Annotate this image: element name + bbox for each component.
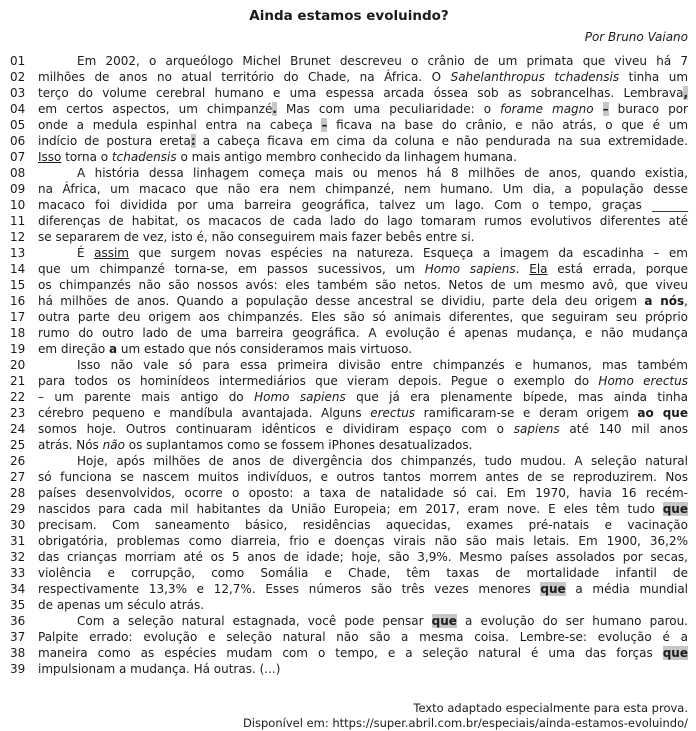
line-number: 16 xyxy=(10,294,26,308)
line-text xyxy=(38,277,688,293)
text-segment: diferenças de habitat, os macacos de cada lado do lago tomaram rumos evolutivos diferentes até xyxy=(38,214,688,228)
line-number: 29 xyxy=(10,502,26,516)
text-segment: sapiens xyxy=(513,422,560,436)
line-text xyxy=(38,293,688,309)
line-number: 07 xyxy=(10,150,26,164)
line-text xyxy=(38,453,688,469)
line-number: 01 xyxy=(10,54,26,68)
text-segment: assim xyxy=(94,246,129,260)
text-line-37 xyxy=(10,629,688,645)
line-text xyxy=(38,645,688,661)
line-text xyxy=(38,181,688,197)
text-line-34 xyxy=(10,581,688,597)
text-line-30 xyxy=(10,517,688,533)
text-segment: outra parte deu origem aos chimpanzés. Eles são só animais diferentes, que seguiram seu próprio xyxy=(38,310,688,324)
text-segment: indício de postura ereta xyxy=(38,134,191,148)
line-number: 17 xyxy=(10,310,26,324)
line-number: 19 xyxy=(10,342,26,356)
line-number: 10 xyxy=(10,198,26,212)
text-segment: cérebro pequeno e mandíbula avantajada. Alguns xyxy=(38,406,371,420)
text-segment: Sahelanthropus tchadensis xyxy=(450,70,620,84)
line-text xyxy=(38,101,688,117)
line-number: 26 xyxy=(10,454,26,468)
line-number: 14 xyxy=(10,262,26,276)
text-line-20 xyxy=(10,357,688,373)
text-segment: se separarem de vez, isto é, não conseguirem mais fazer bebês entre si. xyxy=(38,230,475,244)
line-text xyxy=(38,53,688,69)
line-text xyxy=(38,629,688,645)
text-segment: para todos os hominídeos intermediários que vieram depois. Pegue o exemplo do xyxy=(38,374,599,388)
text-line-16 xyxy=(10,293,688,309)
text-line-05 xyxy=(10,117,688,133)
text-line-19 xyxy=(10,341,688,357)
text-segment: torna o xyxy=(61,150,112,164)
text-segment: ficava na base do crânio, e não atrás, o que é um xyxy=(327,118,689,132)
text-line-29 xyxy=(10,501,688,517)
text-line-07 xyxy=(10,149,688,165)
text-segment: somos hoje. Outros continuaram idênticos e dividiram espaço com o xyxy=(38,422,514,436)
text-segment: Isso xyxy=(38,150,62,164)
text-line-23 xyxy=(10,405,688,421)
text-line-14 xyxy=(10,261,688,277)
text-segment: na África, um macaco que não era nem chimpanzé, nem humano. Um dia, a população desse xyxy=(38,182,688,196)
text-line-35 xyxy=(10,597,688,613)
line-text xyxy=(38,149,688,165)
line-number: 38 xyxy=(10,646,26,660)
text-segment: impulsionam a mudança. Há outras. (...) xyxy=(38,662,281,676)
line-number: 15 xyxy=(10,278,26,292)
line-number: 08 xyxy=(10,166,26,180)
text-segment: que surgem novas espécies na natureza. Esqueça a imagem da escadinha – em xyxy=(128,246,688,260)
text-line-32 xyxy=(10,549,688,565)
line-number: 04 xyxy=(10,102,26,116)
line-text xyxy=(38,213,688,229)
line-text xyxy=(38,405,688,421)
line-number: 05 xyxy=(10,118,26,132)
line-text xyxy=(38,117,688,133)
line-number: 37 xyxy=(10,630,26,644)
text-segment: a xyxy=(109,342,118,356)
footer xyxy=(10,701,688,731)
line-text xyxy=(38,613,688,629)
text-segment: ao que xyxy=(637,406,688,420)
text-segment: em certos aspectos, um chimpanzé xyxy=(38,102,273,116)
text-segment: nascidos para cada mil habitantes da União Europeia; em 2017, eram nove. E eles têm tudo xyxy=(38,502,663,516)
text-segment: – xyxy=(321,118,328,132)
text-segment: a cabeça ficava em cima da coluna e não pendurada na sua extremidade. xyxy=(195,134,688,148)
text-segment: Ela xyxy=(529,262,548,276)
text-segment: que xyxy=(431,614,457,628)
text-segment: – um parente mais antigo do xyxy=(38,390,255,404)
line-text xyxy=(38,325,688,341)
line-number: 22 xyxy=(10,390,26,404)
line-text xyxy=(38,437,688,453)
line-text xyxy=(38,261,688,277)
text-segment: tchadensis xyxy=(111,150,177,164)
line-number: 23 xyxy=(10,406,26,420)
line-text xyxy=(38,597,688,613)
line-number: 33 xyxy=(10,566,26,580)
text-line-31 xyxy=(10,533,688,549)
text-line-03 xyxy=(10,85,688,101)
text-segment: a evolução do ser humano parou. xyxy=(456,614,688,628)
byline: Por Bruno Vaiano xyxy=(584,30,688,44)
text-line-12 xyxy=(10,229,688,245)
text-segment: até 140 mil anos xyxy=(559,422,689,436)
footer-source-url: Disponível em: https://super.abril.com.br/especiais/ainda-estamos-evoluindo/ xyxy=(242,716,688,730)
line-text xyxy=(38,421,688,437)
text-segment: Homo sapiens xyxy=(254,390,346,404)
text-segment: Homo sapiens xyxy=(424,262,516,276)
line-number: 20 xyxy=(10,358,26,372)
line-number: 11 xyxy=(10,214,26,228)
text-segment: erectus xyxy=(370,406,416,420)
text-segment: tinha um xyxy=(619,70,689,84)
text-segment: países desenvolvidos, ocorre o oposto: a taxa de natalidade só cai. Em 1970, havia 16 recém- xyxy=(38,486,688,500)
text-segment: a nós xyxy=(644,294,685,308)
line-text xyxy=(38,245,688,261)
text-segment: onde a medula espinhal entra na cabeça xyxy=(38,118,322,132)
text-segment: precisam. Com saneamento básico, residências aquecidas, exames pré-natais e vacinação xyxy=(38,518,688,532)
line-text xyxy=(38,197,688,213)
text-segment: : xyxy=(190,134,196,148)
line-text xyxy=(38,485,688,501)
line-number: 12 xyxy=(10,230,26,244)
text-segment: – xyxy=(602,102,609,116)
text-segment: Mas com uma peculiaridade: o xyxy=(276,102,501,116)
text-segment: Em 2002, o arqueólogo Michel Brunet descreveu o crânio de um primata que viveu há 7 xyxy=(77,54,688,68)
line-number: 32 xyxy=(10,550,26,564)
text-line-18 xyxy=(10,325,688,341)
text-line-33 xyxy=(10,565,688,581)
text-segment: não xyxy=(102,438,125,452)
text-line-01 xyxy=(10,53,688,69)
line-text xyxy=(38,85,688,101)
line-text xyxy=(38,565,688,581)
text-line-17 xyxy=(10,309,688,325)
text-segment xyxy=(594,102,603,116)
line-number: 25 xyxy=(10,438,26,452)
text-segment: milhões de anos no atual território do Chade, na África. O xyxy=(38,70,451,84)
line-number: 06 xyxy=(10,134,26,148)
line-text xyxy=(38,533,688,549)
line-text xyxy=(38,517,688,533)
page-title: Ainda estamos evoluindo? xyxy=(249,8,449,24)
line-number: 27 xyxy=(10,470,26,484)
line-number: 02 xyxy=(10,70,26,84)
line-text xyxy=(38,133,688,149)
text-segment: que xyxy=(662,502,688,516)
text-segment: violência e corrupção, como Somália e Chade, têm taxas de mortalidade infantil de xyxy=(38,566,688,580)
line-number: 35 xyxy=(10,598,26,612)
text-segment: terço do volume cerebral humano e uma espessa arcada óssea sob as sobrancelhas. Lembrava xyxy=(38,86,684,100)
footer-adaptation-note: Texto adaptado especialmente para esta prova. xyxy=(413,701,688,715)
text-segment: que xyxy=(540,582,566,596)
line-text xyxy=(38,469,688,485)
text-line-38 xyxy=(10,645,688,661)
line-text xyxy=(38,309,688,325)
text-line-11 xyxy=(10,213,688,229)
text-line-15 xyxy=(10,277,688,293)
line-number: 24 xyxy=(10,422,26,436)
line-text xyxy=(38,341,688,357)
text-segment: Hoje, após milhões de anos de divergência dos chimpanzés, tudo mudou. A seleção natural xyxy=(77,454,688,468)
line-number: 36 xyxy=(10,614,26,628)
text-segment: respectivamente 13,3% e 12,7%. Esses números são três vezes menores xyxy=(38,582,541,596)
text-segment: que um chimpanzé torna-se, em passos sucessivos, um xyxy=(38,262,425,276)
text-segment: os suplantamos como se fossem iPhones desatualizados. xyxy=(124,438,473,452)
line-number: 18 xyxy=(10,326,26,340)
line-text xyxy=(38,69,688,85)
text-line-24 xyxy=(10,421,688,437)
text-segment: os chimpanzés não são nossos avós: eles também são netos. Netos de um mesmo avô, que viveu xyxy=(38,278,688,292)
line-text xyxy=(38,357,688,373)
text-segment: o mais antigo membro conhecido da linhagem humana. xyxy=(176,150,517,164)
text-line-27 xyxy=(10,469,688,485)
line-text xyxy=(38,373,688,389)
line-text xyxy=(38,165,688,181)
text-segment: de apenas um século atrás. xyxy=(38,598,205,612)
text-segment: . xyxy=(272,102,277,116)
text-segment: Isso não vale só para essa primeira divisão entre chimpanzés e humanos, mas também xyxy=(77,358,688,372)
text-line-08 xyxy=(10,165,688,181)
text-segment: maneira como as espécies mudam com o tempo, e a seleção natural é uma das forças xyxy=(38,646,663,660)
line-number: 21 xyxy=(10,374,26,388)
text-segment: obrigatória, problemas como diarreia, frio e doenças virais não são mais letais. Em 1900, 36,2% xyxy=(38,534,688,548)
text-line-09 xyxy=(10,181,688,197)
text-line-28 xyxy=(10,485,688,501)
text-segment: macaco foi dividida por uma barreira geográfica, talvez um lago. Com o tempo, graças ______ xyxy=(38,198,688,212)
text-segment: em direção xyxy=(38,342,109,356)
line-text xyxy=(38,389,688,405)
text-segment: que xyxy=(662,646,688,660)
text-line-10 xyxy=(10,197,688,213)
line-text xyxy=(38,549,688,565)
text-segment: A história dessa linhagem começa mais ou menos há 8 milhões de anos, quando existia, xyxy=(77,166,688,180)
line-number: 30 xyxy=(10,518,26,532)
text-segment: É xyxy=(77,246,95,260)
text-segment: . xyxy=(515,262,530,276)
text-line-36 xyxy=(10,613,688,629)
text-segment: , xyxy=(683,86,688,100)
text-line-13 xyxy=(10,245,688,261)
text-segment: forame magno xyxy=(500,102,594,116)
text-line-39 xyxy=(10,661,688,677)
text-line-02 xyxy=(10,69,688,85)
line-number: 09 xyxy=(10,182,26,196)
line-text xyxy=(38,661,688,677)
line-text xyxy=(38,229,688,245)
line-number: 03 xyxy=(10,86,26,100)
text-body xyxy=(10,53,688,677)
text-segment: a média mundial xyxy=(565,582,689,596)
line-number: 31 xyxy=(10,534,26,548)
text-segment: há milhões de anos. Quando a população desse ancestral se dividiu, parte dela deu origem xyxy=(38,294,645,308)
text-segment: Com a seleção natural estagnada, você pode pensar xyxy=(77,614,432,628)
text-segment: um estado que nós consideramos mais virtuoso. xyxy=(117,342,413,356)
text-line-22 xyxy=(10,389,688,405)
text-segment: das crianças morriam até os 5 anos de idade; hoje, são 3,9%. Mesmo países assolados por secas, xyxy=(38,550,688,564)
text-line-21 xyxy=(10,373,688,389)
line-number: 28 xyxy=(10,486,26,500)
text-segment: rumo do outro lado de uma barreira geográfica. A evolução é apenas mudança, e não mudança xyxy=(38,326,688,340)
text-segment: Palpite errado: evolução e seleção natural não são a mesma coisa. Lembre-se: evolução é a xyxy=(38,630,688,644)
text-segment: buraco por xyxy=(608,102,688,116)
text-segment: que já era plenamente bípede, mas ainda tinha xyxy=(345,390,689,404)
line-number: 39 xyxy=(10,662,26,676)
text-line-25 xyxy=(10,437,688,453)
text-segment: só funciona se nascem muitos indivíduos, e outros tantos morrem antes de se reproduzirem. Nos xyxy=(38,470,688,484)
text-segment: atrás. Nós xyxy=(38,438,103,452)
line-text xyxy=(38,581,688,597)
text-line-04 xyxy=(10,101,688,117)
text-line-26 xyxy=(10,453,688,469)
text-segment: está errada, porque xyxy=(547,262,688,276)
text-line-06 xyxy=(10,133,688,149)
text-segment: , xyxy=(684,294,688,308)
line-number: 13 xyxy=(10,246,26,260)
text-segment: Homo erectus xyxy=(598,374,688,388)
line-number: 34 xyxy=(10,582,26,596)
line-text xyxy=(38,501,688,517)
text-segment: ramificaram-se e deram origem xyxy=(415,406,638,420)
